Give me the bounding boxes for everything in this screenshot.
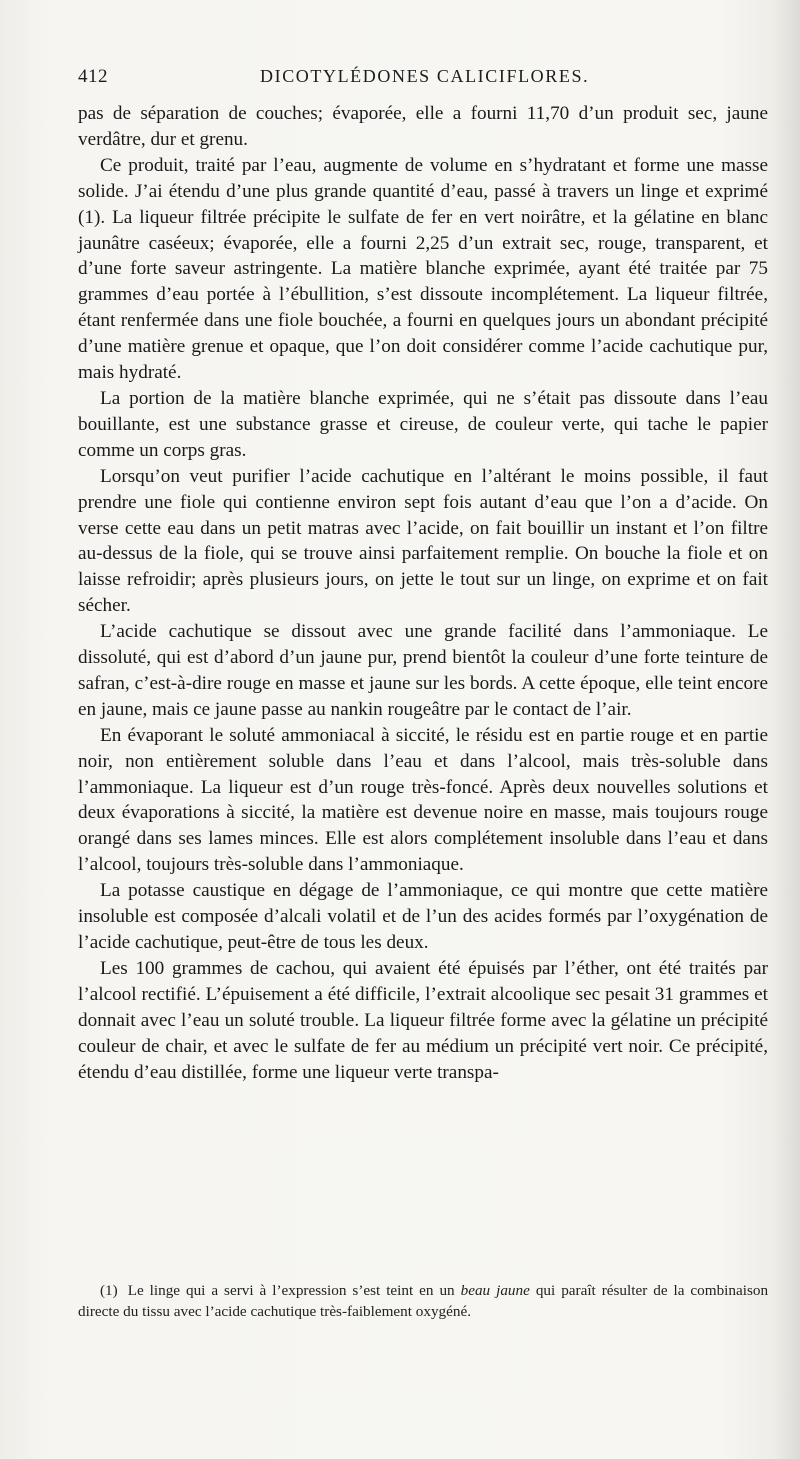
running-head: DICOTYLÉDONES CALICIFLORES.	[260, 66, 590, 86]
paragraph: Les 100 grammes de cachou, qui avaient été épuisés par l’éther, ont été traités par l’alcool rectifié. L’épuisement a été difficile, l’extrait alcoolique sec pesait 31 grammes et donnait avec l’eau un soluté trouble. La liqueur filtrée forme avec la gélatine un précipité couleur de chair, et avec le sulfate de fer au médium un précipité vert noir. Ce précipité, étendu d’eau distillée, forme une liqueur verte transpa-	[78, 957, 768, 1083]
footnote-text-before: Le linge qui a servi à l’expression s’est teint en un	[127, 1282, 455, 1299]
page-edge-shadow	[774, 0, 800, 1459]
paragraph: pas de séparation de couches; évaporée, elle a fourni 11,70 d’un produit sec, jaune verdâtre, dur et grenu.	[78, 103, 768, 150]
page-header	[78, 66, 768, 94]
footnotes	[78, 1281, 768, 1322]
footnote	[78, 1281, 768, 1322]
paragraph: La potasse caustique en dégage de l’ammoniaque, ce qui montre que cette matière insoluble est composée d’alcali volatil et de l’un des acides formés par l’oxygénation de l’acide cachutique, peut-être de tous les deux.	[78, 880, 768, 953]
body-text	[78, 101, 768, 1085]
paragraph: Ce produit, traité par l’eau, augmente de volume en s’hydratant et forme une masse solide. J’ai étendu d’une plus grande quantité d’eau, passé à travers un linge et exprimé (1). La liqueur filtrée précipite le sulfate de fer en vert noirâtre, et la gélatine en blanc jaunâtre caséeux; évaporée, elle a fourni 2,25 d’un extrait sec, rouge, transparent, et d’une forte saveur astringente. La matière blanche exprimée, ayant été traitée par 75 grammes d’eau portée à l’ébullition, s’est dissoute incomplétement. La liqueur filtrée, étant renfermée dans une fiole bouchée, a fourni en quelques jours un abondant précipité d’une matière grenue et opaque, que l’on doit considérer comme l’acide cachutique pur, mais hydraté.	[78, 154, 768, 384]
footnote-emphasis: beau jaune	[460, 1282, 530, 1299]
footnote-mark: (1)	[100, 1282, 118, 1299]
paragraph: En évaporant le soluté ammoniacal à siccité, le résidu est en partie rouge et en partie noir, non entièrement soluble dans l’eau et dans l’alcool, mais très-soluble dans l’ammoniaque. La liqueur est d’un rouge très-foncé. Après deux nouvelles solutions et deux évaporations à siccité, la matière est devenue noire en masse, mais toujours rouge orangé dans ses lames minces. Elle est alors complétement insoluble dans l’eau et dans l’alcool, toujours très-soluble dans l’ammoniaque.	[78, 724, 768, 876]
paragraph: La portion de la matière blanche exprimée, qui ne s’était pas dissoute dans l’eau bouillante, est une substance grasse et cireuse, de couleur verte, qui tache le papier comme un corps gras.	[78, 387, 768, 461]
footnote-text-after: qui paraît résulter de la combinaison directe du tissu avec l’acide cachutique très-faiblement oxygéné.	[78, 1282, 769, 1320]
paragraph: L’acide cachutique se dissout avec une grande facilité dans l’ammoniaque. Le dissoluté, qui est d’abord d’un jaune pur, prend bientôt la couleur d’une forte teinture de safran, c’est-à-dire rouge en masse et jaune sur les bords. A cette époque, elle teint encore en jaune, mais ce jaune passe au nankin rougeâtre par le contact de l’air.	[78, 621, 768, 720]
paragraph: Lorsqu’on veut purifier l’acide cachutique en l’altérant le moins possible, il faut prendre une fiole qui contienne environ sept fois autant d’eau que l’on a d’acide. On verse cette eau dans un petit matras avec l’acide, on fait bouillir un instant et l’on filtre au-dessus de la fiole, qui se trouve ainsi parfaitement remplie. On bouche la fiole et on laisse refroidir; après plusieurs jours, on jette le tout sur un linge, on exprime et on fait sécher.	[78, 465, 768, 617]
page-number: 412	[78, 66, 108, 87]
